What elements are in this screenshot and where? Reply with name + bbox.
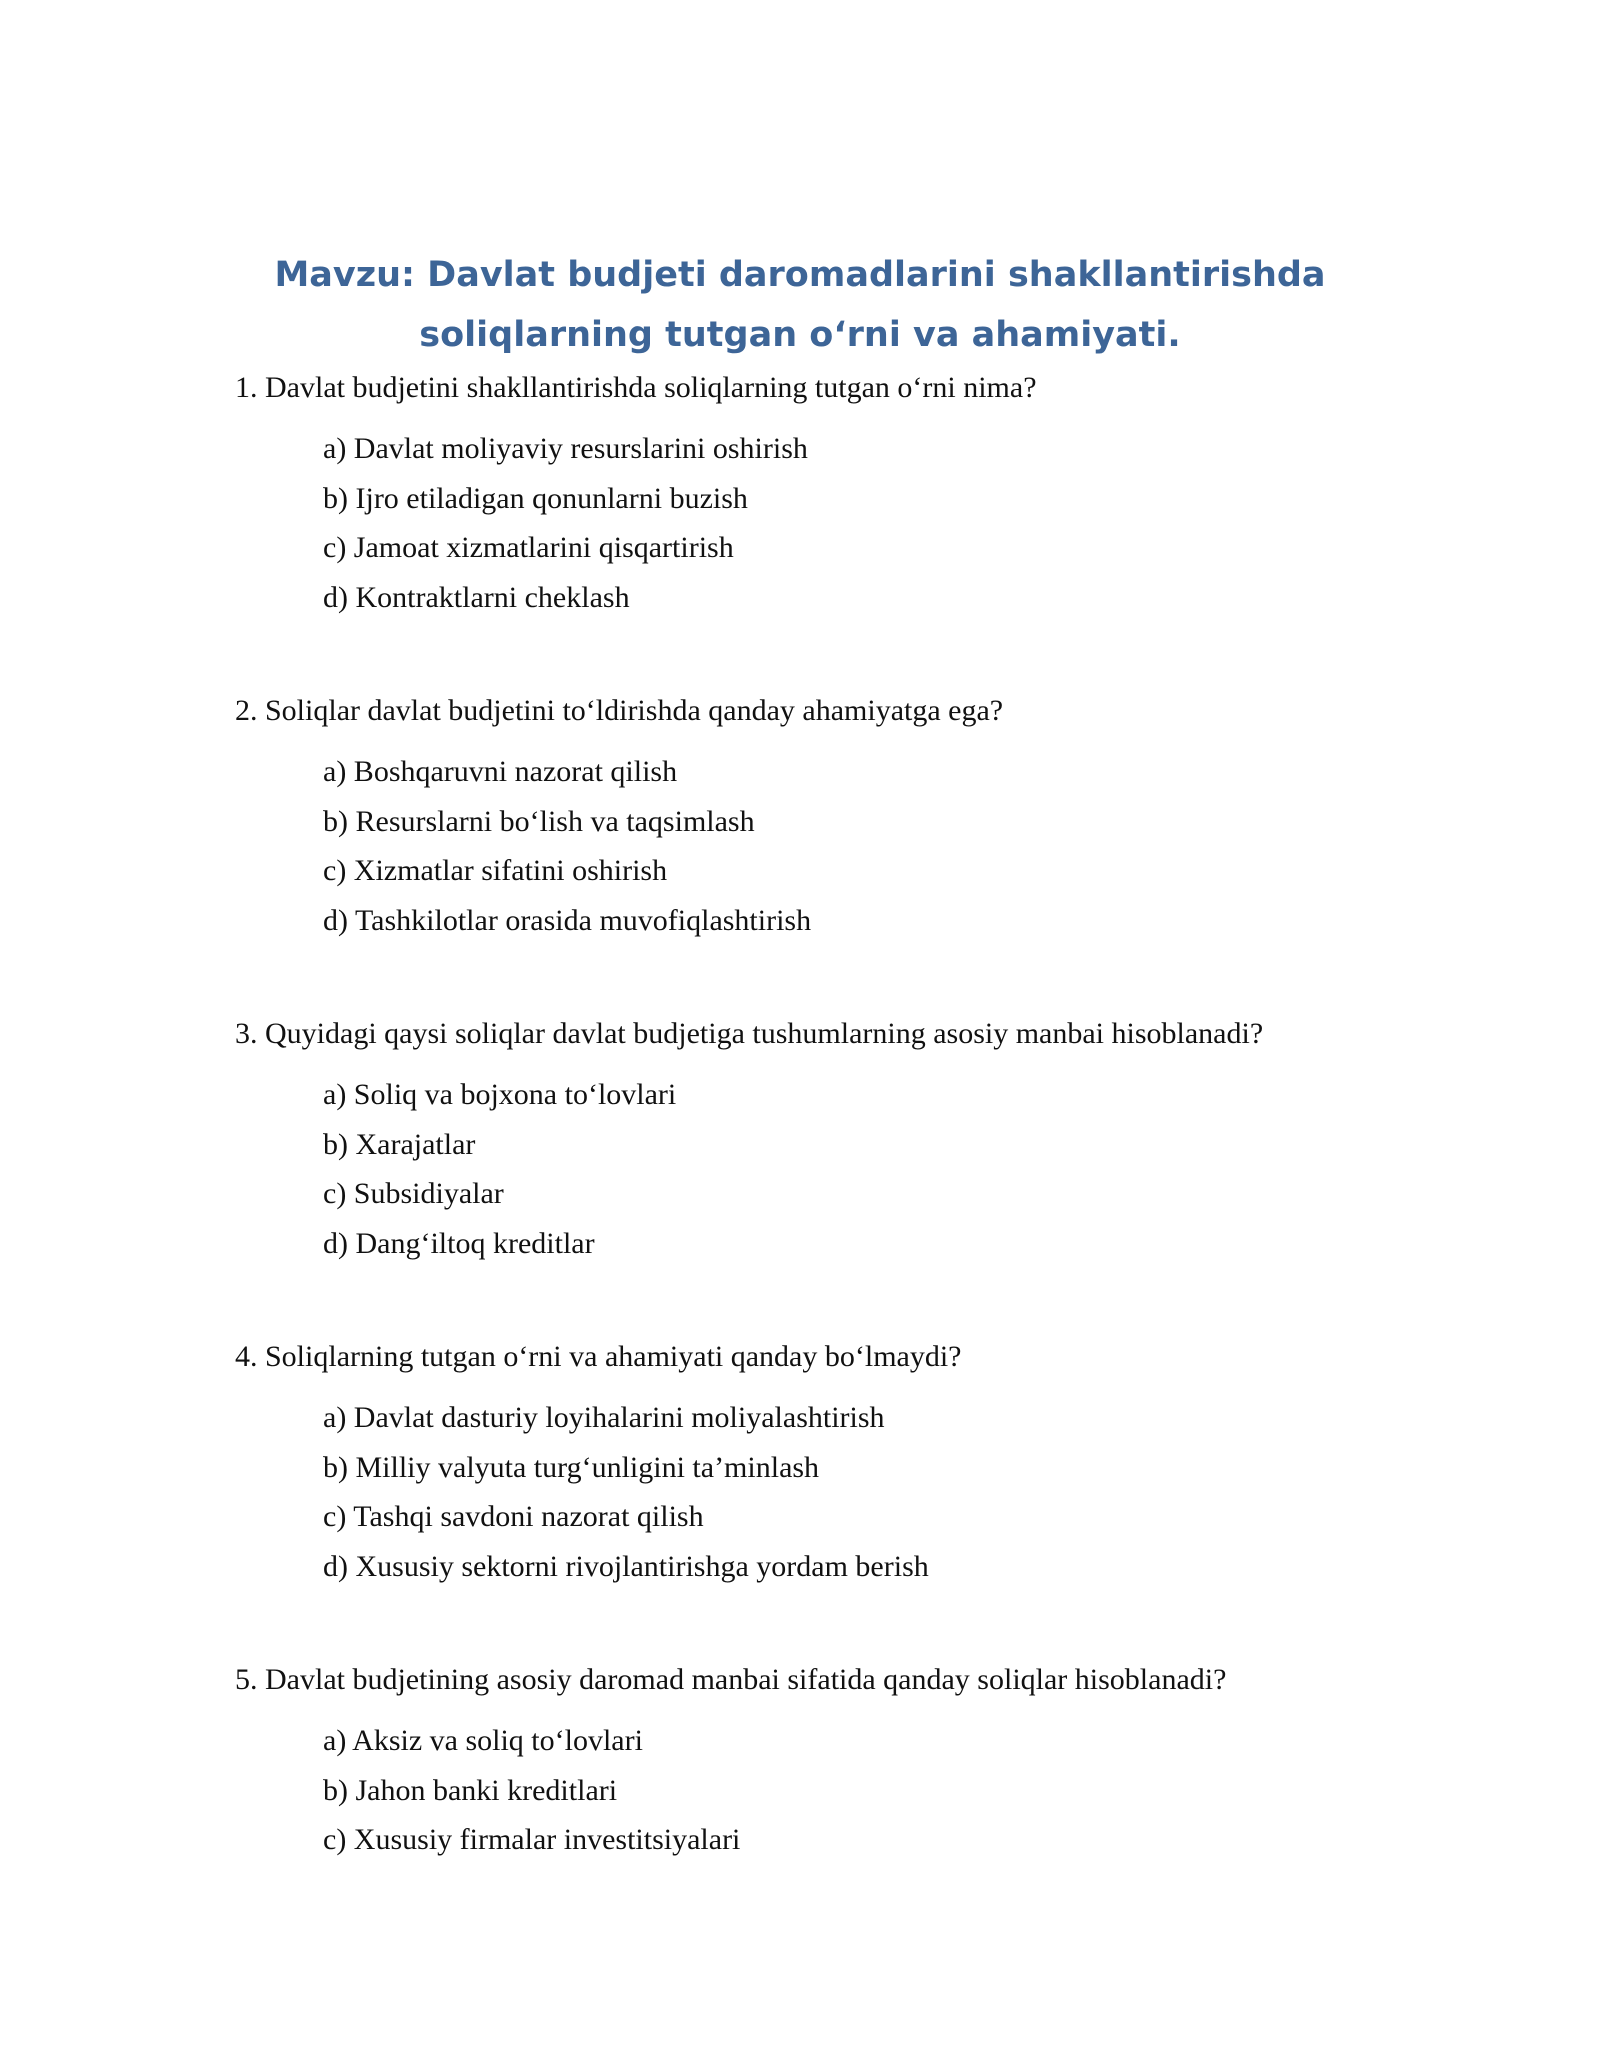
option-c: c) Tashqi savdoni nazorat qilish (323, 1500, 704, 1533)
option-c: c) Subsidiyalar (323, 1177, 504, 1210)
option-a: a) Boshqaruvni nazorat qilish (323, 755, 678, 788)
option-d: d) Kontraktlarni cheklash (323, 580, 630, 614)
title-line-1: Mavzu: Davlat budjeti daromadlarini shakllantirishda (274, 255, 1326, 295)
option-b: b) Jahon banki kreditlari (323, 1773, 618, 1807)
question-1 (235, 368, 1535, 622)
option-d: d) Tashkilotlar orasida muvofiqlashtirish (323, 903, 812, 937)
option-list (323, 1716, 1535, 1865)
option-list (323, 424, 1535, 622)
question-4 (235, 1337, 1535, 1591)
option-a: a) Soliq va bojxona to‘lovlari (323, 1078, 677, 1111)
title-line-2: soliqlarning tutgan o‘rni va ahamiyati. (419, 315, 1181, 355)
option-d: d) Dang‘iltoq kreditlar (323, 1226, 595, 1260)
option-c: c) Xizmatlar sifatini oshirish (323, 854, 668, 887)
question-text: 5. Davlat budjetining asosiy daromad manbai sifatida qanday soliqlar hisoblanadi? (235, 1663, 1227, 1696)
question-text: 3. Quyidagi qaysi soliqlar davlat budjetiga tushumlarning asosiy manbai hisoblanadi? (235, 1017, 1264, 1050)
option-c: c) Jamoat xizmatlarini qisqartirish (323, 531, 734, 564)
question-2 (235, 691, 1535, 945)
option-b: b) Xarajatlar (323, 1127, 476, 1161)
question-text: 4. Soliqlarning tutgan o‘rni va ahamiyati qanday bo‘lmaydi? (235, 1340, 962, 1373)
question-3 (235, 1014, 1535, 1268)
question-text: 2. Soliqlar davlat budjetini to‘ldirishda qanday ahamiyatga ega? (235, 694, 1004, 727)
option-list (323, 1393, 1535, 1591)
option-list (323, 1070, 1535, 1268)
question-text: 1. Davlat budjetini shakllantirishda soliqlarning tutgan o‘rni nima? (235, 371, 1037, 404)
option-a: a) Aksiz va soliq to‘lovlari (323, 1724, 643, 1757)
question-5 (235, 1660, 1535, 1865)
option-d: d) Xususiy sektorni rivojlantirishga yordam berish (323, 1549, 929, 1583)
option-b: b) Resurslarni bo‘lish va taqsimlash (323, 804, 755, 838)
page-title (0, 245, 1600, 365)
option-list (323, 747, 1535, 945)
option-b: b) Milliy valyuta turg‘unligini ta’minlash (323, 1450, 820, 1484)
option-a: a) Davlat moliyaviy resurslarini oshirish (323, 432, 808, 465)
option-a: a) Davlat dasturiy loyihalarini moliyalashtirish (323, 1401, 885, 1434)
option-b: b) Ijro etiladigan qonunlarni buzish (323, 481, 748, 515)
option-c: c) Xususiy firmalar investitsiyalari (323, 1823, 741, 1856)
